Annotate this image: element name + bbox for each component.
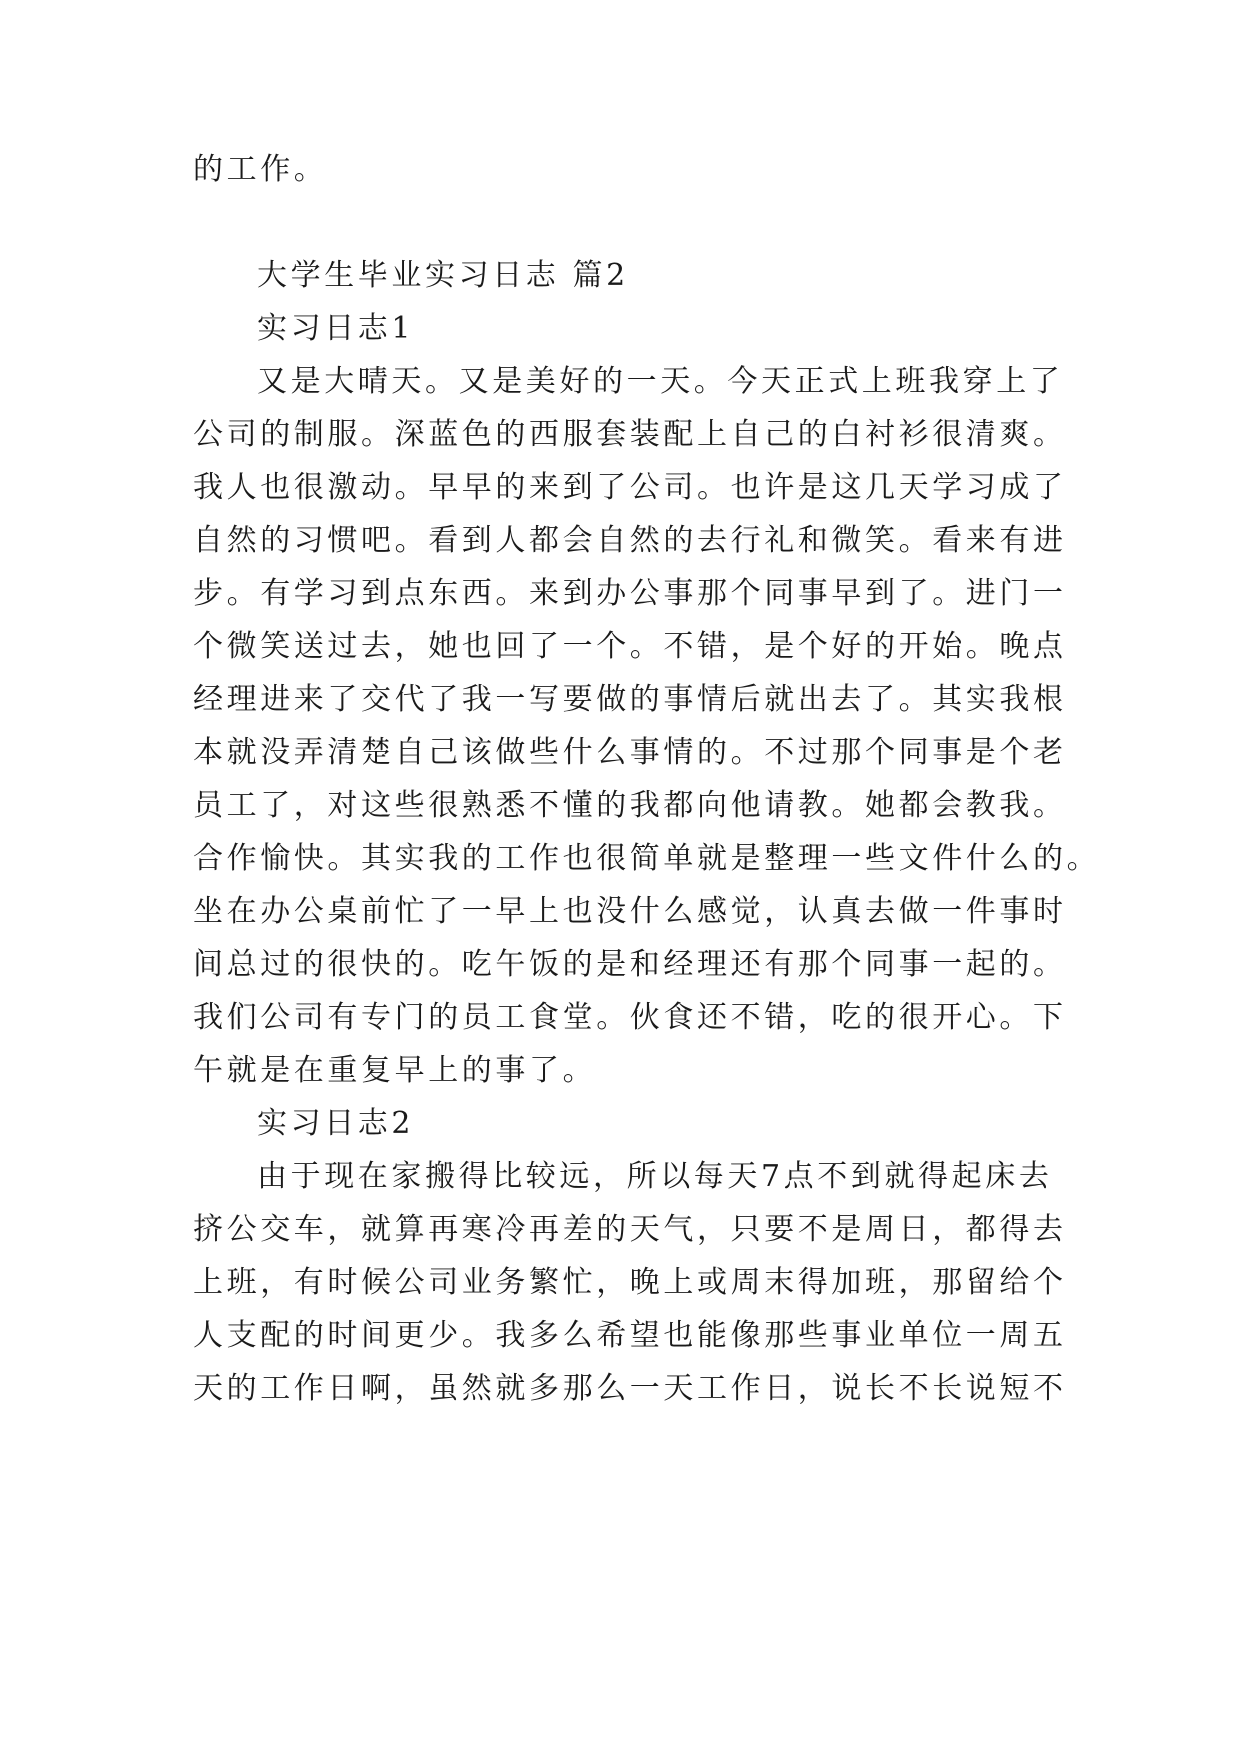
text-line: 我们公司有专门的员工食堂。伙食还不错，吃的很开心。下 bbox=[193, 1000, 1067, 1035]
text-line: 的工作。 bbox=[193, 152, 328, 187]
text-line: 合作愉快。其实我的工作也很简单就是整理一些文件什么的。 bbox=[193, 841, 1101, 876]
text-line: 本就没弄清楚自己该做些什么事情的。不过那个同事是个老 bbox=[193, 735, 1067, 770]
text-line: 人支配的时间更少。我多么希望也能像那些事业单位一周五 bbox=[193, 1318, 1067, 1353]
text-line: 天的工作日啊，虽然就多那么一天工作日，说长不长说短不 bbox=[193, 1371, 1067, 1406]
text-line: 挤公交车，就算再寒冷再差的天气，只要不是周日，都得去 bbox=[193, 1212, 1067, 1247]
text-line: 坐在办公桌前忙了一早上也没什么感觉，认真去做一件事时 bbox=[193, 894, 1067, 929]
text-line: 我人也很激动。早早的来到了公司。也许是这几天学习成了 bbox=[193, 470, 1067, 505]
text-line: 步。有学习到点东西。来到办公事那个同事早到了。进门一 bbox=[193, 576, 1067, 611]
text-line: 员工了，对这些很熟悉不懂的我都向他请教。她都会教我。 bbox=[193, 788, 1067, 823]
text-line: 午就是在重复早上的事了。 bbox=[193, 1053, 597, 1088]
text-line: 间总过的很快的。吃午饭的是和经理还有那个同事一起的。 bbox=[193, 947, 1067, 982]
text-line: 自然的习惯吧。看到人都会自然的去行礼和微笑。看来有进 bbox=[193, 523, 1067, 558]
subsection-heading: 实习日志1 bbox=[257, 311, 415, 346]
section-heading: 大学生毕业实习日志 篇2 bbox=[257, 258, 629, 293]
text-line: 公司的制服。深蓝色的西服套装配上自己的白衬衫很清爽。 bbox=[193, 417, 1067, 452]
text-line: 经理进来了交代了我一写要做的事情后就出去了。其实我根 bbox=[193, 682, 1067, 717]
text-line: 由于现在家搬得比较远，所以每天7点不到就得起床去 bbox=[257, 1159, 1053, 1194]
subsection-heading: 实习日志2 bbox=[257, 1106, 415, 1141]
text-line: 个微笑送过去，她也回了一个。不错，是个好的开始。晚点 bbox=[193, 629, 1067, 664]
text-line: 上班，有时候公司业务繁忙，晚上或周末得加班，那留给个 bbox=[193, 1265, 1067, 1300]
text-line: 又是大晴天。又是美好的一天。今天正式上班我穿上了 bbox=[257, 364, 1064, 399]
